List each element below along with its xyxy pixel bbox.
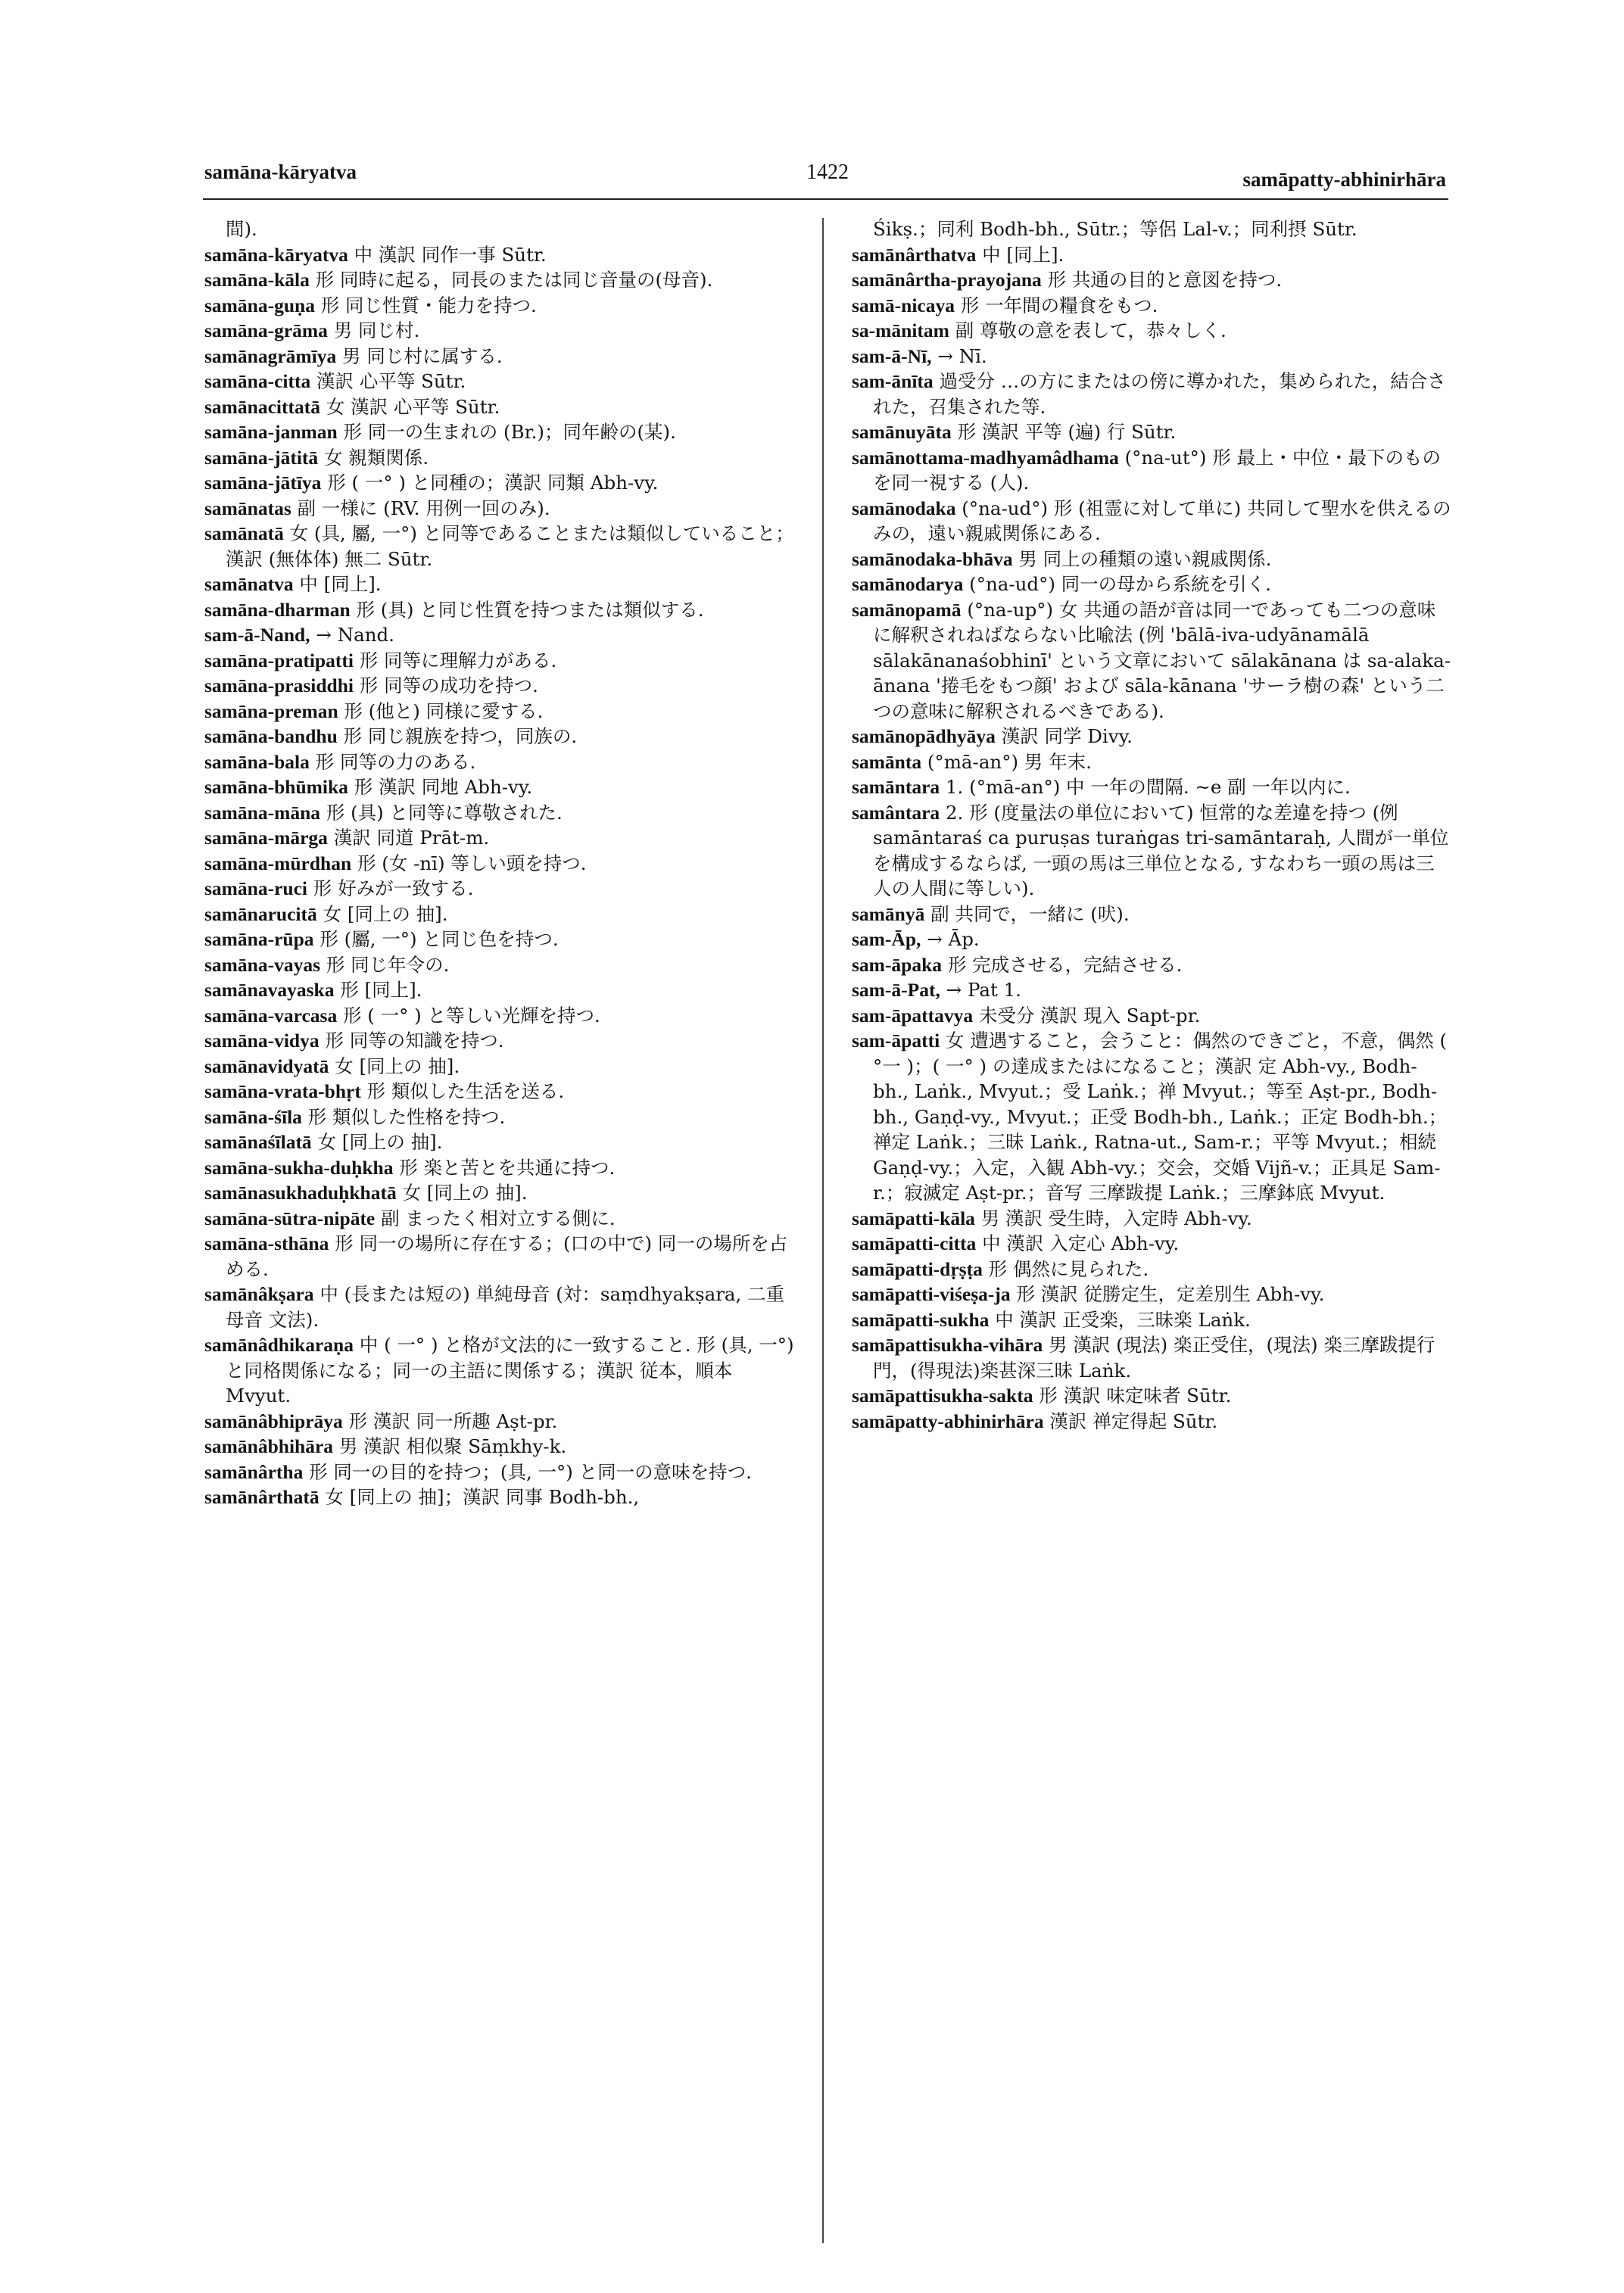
entry-headword: samānâbhiprāya: [204, 1410, 343, 1432]
entry-headword: samānaśīlatā: [204, 1131, 312, 1153]
entry-headword: samāna-śīla: [204, 1105, 302, 1128]
entry-headword: samānodaka: [852, 497, 956, 519]
entry-headword: sam-ānīta: [852, 370, 934, 392]
entry-headword: samānatas: [204, 497, 291, 519]
dictionary-entry: [852, 952, 1451, 978]
entry-definition: 中 [同上].: [982, 243, 1064, 266]
dictionary-entry: [204, 1079, 803, 1104]
dictionary-entry: [204, 825, 803, 851]
dictionary-entry: [852, 1257, 1451, 1282]
dictionary-entry: [204, 902, 803, 927]
entry-definition: 中 ( 一° ) と格が文法的に一致すること. 形 (具, 一°) と同格関係になる；同一の主語に関係する；漢訳 従本，順本 Mvyut.: [226, 1334, 794, 1407]
entry-definition: 中 漢訳 入定心 Abh-vy.: [982, 1232, 1180, 1254]
entry-headword: samānodarya: [852, 573, 964, 595]
dictionary-entry: [852, 1383, 1451, 1409]
entry-headword: sam-āpattavya: [852, 1004, 974, 1027]
entry-definition: 形 (女 -nī) 等しい頭を持つ.: [357, 852, 587, 874]
dictionary-entry: [852, 547, 1451, 572]
entry-definition: 形 楽と苦とを共通に持つ.: [399, 1156, 616, 1179]
entry-definition: → Āp.: [927, 928, 980, 950]
entry-definition: 女 [同上の 抽].: [323, 902, 448, 925]
entry-headword: samānavidyatā: [204, 1055, 329, 1077]
dictionary-entry: [204, 572, 803, 597]
dictionary-entry: [204, 1180, 803, 1206]
entry-definition: 形 同じ親族を持つ，同族の.: [343, 725, 578, 747]
dictionary-entry: [204, 977, 803, 1003]
dictionary-entry: [204, 1460, 803, 1485]
entry-definition: 副 一様に (RV. 用例一回のみ).: [297, 497, 550, 519]
entry-definition: 形 同一の場所に存在する；(口の中で) 同一の場所を占める.: [226, 1232, 788, 1280]
entry-headword: samāna-jātitā: [204, 446, 319, 469]
entry-headword: samāna-ruci: [204, 877, 307, 899]
entry-definition: 中 (長または短の) 単純母音 (対：saṃdhyakṣara, 二重母音 文法).: [226, 1283, 785, 1331]
entry-headword: samāna-kāla: [204, 269, 310, 291]
entry-definition: (°mā-an°) 男 年末.: [927, 750, 1092, 773]
dictionary-entry: [204, 1054, 803, 1080]
entry-definition: → Nī.: [937, 344, 987, 367]
dictionary-entry: [204, 622, 803, 648]
entry-headword: samāpatti-viśeṣa-ja: [852, 1283, 1011, 1305]
dictionary-entry: [852, 445, 1451, 496]
entry-headword: samāpatty-abhinirhāra: [852, 1410, 1044, 1432]
entry-definition: 形 同等の知識を持つ.: [325, 1030, 504, 1051]
entry-definition: (°na-ud°) 同一の母から系統を引く.: [969, 573, 1271, 595]
dictionary-entry: [852, 1332, 1451, 1383]
entry-definition: 副 共同で，一緒に (吠).: [930, 902, 1130, 925]
entry-definition: 過受分 …の方にまたはの傍に導かれた，集められた，結合された，召集された等.: [873, 370, 1446, 418]
entry-headword: samāpattisukha-vihāra: [852, 1334, 1043, 1356]
dictionary-entry: [204, 597, 803, 623]
entry-definition: 漢訳 禅定得起 Sūtr.: [1049, 1410, 1218, 1432]
entry-headword: samāntara: [852, 776, 940, 798]
entry-headword: samānârtha: [204, 1460, 304, 1483]
dictionary-entry: [204, 394, 803, 420]
entry-headword: samāna-vrata-bhṛt: [204, 1080, 361, 1102]
dictionary-entry: [852, 1409, 1451, 1435]
entry-definition: 漢訳 心平等 Sūtr.: [316, 370, 466, 392]
dictionary-entry: [852, 800, 1451, 902]
entry-definition: 形 (屬, 一°) と同じ色を持つ.: [320, 928, 559, 950]
dictionary-entry: [852, 774, 1451, 800]
entry-headword: samānuyāta: [852, 421, 952, 443]
entry-headword: samānacittatā: [204, 395, 320, 418]
entry-definition: 形 漢訳 同一所趣 Aṣt-pr.: [348, 1410, 558, 1432]
dictionary-entry: [852, 1231, 1451, 1257]
dictionary-entry: [852, 927, 1451, 952]
dictionary-entry: [852, 419, 1451, 445]
dictionary-entry: [204, 1003, 803, 1029]
entry-headword: samāna-jātīya: [204, 472, 322, 494]
dictionary-entry: [204, 344, 803, 369]
entry-definition: 男 同上の種類の遠い親戚関係.: [1018, 547, 1272, 570]
entry-definition: 形 同等の成功を持つ.: [359, 675, 538, 696]
entry-headword: samāna-sthāna: [204, 1232, 329, 1254]
entry-definition: 形 同じ性質・能力を持つ.: [320, 294, 537, 316]
dictionary-entry: [204, 952, 803, 978]
entry-headword: samāna-mūrdhan: [204, 852, 352, 874]
dictionary-entry: [852, 1307, 1451, 1333]
entry-definition: 形 一年間の糧食をもつ.: [960, 294, 1158, 316]
entry-headword: samāna-pratipatti: [204, 649, 354, 671]
entry-headword: samānâkṣara: [204, 1283, 314, 1305]
entry-definition: → Nand.: [316, 624, 394, 646]
dictionary-entry: [852, 293, 1451, 319]
dictionary-entry: [204, 217, 803, 242]
entry-headword: samântara: [852, 801, 940, 824]
dictionary-entry: [852, 902, 1451, 927]
entry-headword: samāna-kāryatva: [204, 243, 348, 266]
dictionary-entry: [852, 1206, 1451, 1232]
entry-definition: 形 漢訳 平等 (遍) 行 Sūtr.: [957, 421, 1177, 443]
entry-headword: samānyā: [852, 902, 925, 925]
entry-definition: 男 漢訳 相似聚 Sāṃkhy-k.: [338, 1435, 567, 1457]
entry-definition: 形 (具) と同等に尊敬された.: [326, 801, 563, 824]
entry-headword: samānottama-madhyamâdhama: [852, 446, 1119, 469]
dictionary-entry: [204, 876, 803, 902]
entry-definition: 女 [同上の 抽].: [317, 1131, 443, 1153]
entry-definition: 女 (具, 屬, 一°) と同等であることまたは類似していること；漢訳 (無体体) 無二 Sūtr.: [226, 522, 794, 570]
entry-headword: samānatā: [204, 522, 284, 544]
entry-definition: 形 共通の目的と意図を持つ.: [1047, 269, 1283, 291]
entry-definition: 形 完成させる，完結させる.: [947, 953, 1183, 976]
dictionary-entry: [204, 318, 803, 344]
entry-headword: samāna-prasiddhi: [204, 675, 354, 696]
dictionary-entry: [852, 267, 1451, 293]
entry-headword: samānasukhaduḥkhatā: [204, 1182, 397, 1204]
dictionary-entry: [204, 293, 803, 319]
entry-definition: 形 [同上].: [340, 979, 422, 1001]
entry-headword: samāpatti-sukha: [852, 1308, 990, 1331]
entry-definition: 男 同じ村.: [333, 319, 420, 341]
entry-headword: samāna-vidya: [204, 1030, 320, 1051]
dictionary-entry: [204, 774, 803, 800]
entry-definition: Śikṣ.；同利 Bodh-bh., Sūtr.；等侶 Lal-v.；同利摂 Sūtr.: [873, 218, 1357, 240]
entry-headword: sam-ā-Pat,: [852, 979, 940, 1001]
entry-definition: 男 漢訳 受生時，入定時 Abh-vy.: [980, 1207, 1252, 1229]
entry-headword: sam-ā-Nand,: [204, 624, 310, 646]
entry-definition: (°na-ud°) 形 (祖霊に対して単に) 共同して聖水を供えるのみの，遠い親戚関係にある.: [873, 497, 1451, 544]
entry-headword: samāna-preman: [204, 699, 338, 722]
entry-definition: 形 好みが一致する.: [313, 877, 474, 899]
dictionary-entry: [204, 1332, 803, 1409]
entry-definition: 形 漢訳 同地 Abh-vy.: [354, 776, 533, 798]
page-number: 1422: [806, 160, 849, 184]
dictionary-entry: [204, 445, 803, 471]
entry-headword: samāna-varcasa: [204, 1004, 338, 1027]
entry-headword: samāna-bandhu: [204, 725, 338, 747]
entry-definition: (°na-ut°) 形 最上・中位・最下のものを同一視する (人).: [873, 446, 1442, 494]
entry-definition: 男 漢訳 (現法) 楽正受住，(現法) 楽三摩跋提行門，(得現法)楽甚深三昧 Laṅk.: [873, 1334, 1435, 1382]
entry-headword: samāna-grāma: [204, 319, 328, 341]
entry-headword: samāna-janman: [204, 421, 338, 443]
entry-headword: sam-ā-Nī,: [852, 344, 932, 367]
dictionary-entry: [204, 1282, 803, 1332]
dictionary-entry: [204, 851, 803, 877]
entry-headword: samānopādhyāya: [852, 725, 996, 747]
dictionary-entry: [852, 597, 1451, 724]
entry-headword: samāna-vayas: [204, 953, 321, 976]
dictionary-entry: [204, 699, 803, 724]
entry-definition: 間).: [226, 218, 257, 240]
dictionary-entry: [204, 648, 803, 674]
entry-headword: samāpattisukha-sakta: [852, 1385, 1033, 1407]
dictionary-entry: [204, 496, 803, 522]
entry-definition: 形 (他と) 同様に愛する.: [344, 699, 544, 722]
entry-definition: 形 同等に理解力がある.: [359, 649, 557, 671]
dictionary-entry: [852, 1003, 1451, 1029]
entry-headword: samānta: [852, 750, 922, 773]
entry-headword: samānavayaska: [204, 979, 335, 1001]
entry-definition: 形 (具) と同じ性質を持つまたは類似する.: [356, 598, 704, 621]
dictionary-entry: [852, 242, 1451, 268]
entry-definition: 副 尊敬の意を表して，恭々しく.: [955, 319, 1227, 341]
entry-definition: 形 漢訳 従勝定生，定差別生 Abh-vy.: [1016, 1283, 1325, 1305]
entry-definition: 形 同時に起る，同長のまたは同じ音量の(母音).: [315, 269, 713, 291]
dictionary-entry: [852, 724, 1451, 749]
dictionary-entry: [204, 1485, 803, 1510]
dictionary-entry: [204, 1028, 803, 1054]
dictionary-entry: [852, 749, 1451, 775]
entry-definition: 形 漢訳 味定味者 Sūtr.: [1039, 1385, 1232, 1407]
dictionary-entry: [852, 344, 1451, 369]
dictionary-entry: [204, 1434, 803, 1460]
dictionary-entry: [852, 217, 1451, 242]
dictionary-entry: [204, 267, 803, 293]
entry-definition: 形 同一の目的を持つ；(具, 一°) と同一の意味を持つ.: [309, 1460, 752, 1483]
entry-definition: 形 同一の生まれの (Br.)；同年齢の(某).: [343, 421, 676, 443]
entry-headword: sam-āpatti: [852, 1030, 940, 1051]
entry-definition: 形 偶然に見られた.: [988, 1257, 1149, 1280]
entry-definition: 女 [同上の 抽]；漢訳 同事 Bodh-bh.,: [325, 1486, 640, 1508]
running-head: [204, 160, 1446, 198]
entry-headword: samāna-mārga: [204, 827, 328, 849]
entry-definition: 形 類似した性格を持つ.: [307, 1105, 506, 1128]
dictionary-entry: [204, 1155, 803, 1181]
entry-definition: 形 ( 一° ) と等しい光輝を持つ.: [343, 1004, 600, 1027]
entry-headword: samāpatti-kāla: [852, 1207, 975, 1229]
dictionary-entry: [204, 242, 803, 268]
entry-headword: samāna-māna: [204, 801, 321, 824]
dictionary-entry: [204, 1409, 803, 1435]
entry-headword: sam-āpaka: [852, 953, 943, 976]
dictionary-entry: [852, 369, 1451, 419]
entry-definition: 形 同等の力のある.: [315, 750, 476, 773]
entry-definition: 中 漢訳 同作一事 Sūtr.: [354, 243, 547, 266]
entry-headword: samāpatti-citta: [852, 1232, 977, 1254]
dictionary-entry: [204, 419, 803, 445]
dictionary-entry: [852, 572, 1451, 597]
entry-headword: samāna-bhūmika: [204, 776, 348, 798]
entry-definition: 女 漢訳 心平等 Sūtr.: [326, 395, 500, 418]
entry-definition: 女 [同上の 抽].: [402, 1182, 528, 1204]
entry-definition: → Pat 1.: [946, 979, 1021, 1001]
dictionary-entry: [204, 673, 803, 699]
right-column: [852, 217, 1451, 1434]
entry-definition: (°na-up°) 女 共通の語が音は同一であっても二つの意味に解釈されねばならない比喩法 (例 'bālā-iva-udyānamālā sālakānanaśobhinī' という文章において sālakānana は sa-alaka-ānana '捲毛をもつ顔' および sāla-kānana 'サーラ樹の森' という二つの意味に解釈されるべきである).: [873, 598, 1451, 722]
entry-definition: 2. 形 (度量法の単位において) 恒常的な差違を持つ (例 samāntaraś ca puruṣas turaṅgas tri-samāntaraḥ, 人間が一単位を構成するならば, 一頭の馬は三単位となる, すなわち一頭の馬は三人の人間に等しい).: [873, 801, 1449, 899]
dictionary-entry: [204, 521, 803, 572]
entry-definition: 未受分 漢訳 現入 Sapt-pr.: [978, 1004, 1201, 1027]
entry-headword: samānâdhikaraṇa: [204, 1334, 354, 1356]
entry-headword: samānatva: [204, 573, 294, 595]
dictionary-entry: [852, 1028, 1451, 1206]
dictionary-entry: [204, 724, 803, 749]
entry-headword: samānârthatva: [852, 243, 977, 266]
dictionary-entry: [204, 800, 803, 826]
entry-definition: 1. (°mā-an°) 中 一年の間隔. ~e 副 一年以内に.: [945, 776, 1351, 798]
entry-headword: samānârthatā: [204, 1486, 320, 1508]
entry-definition: 女 遭遇すること，会うこと：偶然のできごと，不意，偶然 ( °一 )；( 一° ) の達成またはになること；漢訳 定 Abh-vy., Bodh-bh., Laṅk., Mvyut.；受 Laṅk.；禅 Mvyut.；等至 Aṣt-pr., Bodh-bh., Gaṇḍ-vy., Mvyut.；正受 Bodh-bh., Laṅk.；正定 Bodh-bh.；禅定 Laṅk.；三昧 Laṅk., Ratna-ut., Sam-r.；平等 Mvyut.；相続 Gaṇḍ-vy.；入定，入観 Abh-vy.；交会，交婚 Vijñ-v.；正具足 Sam-r.；寂滅定 Aṣt-pr.；音写 三摩跋提 Laṅk.；三摩鉢底 Mvyut.: [873, 1030, 1448, 1204]
dictionary-entry: [204, 369, 803, 394]
entry-headword: samānopamā: [852, 598, 962, 621]
entry-headword: samānârtha-prayojana: [852, 269, 1042, 291]
entry-definition: 形 類似した生活を送る.: [366, 1080, 565, 1102]
entry-headword: samā-nicaya: [852, 294, 955, 316]
entry-definition: 副 まったく相対立する側に.: [381, 1207, 616, 1229]
dictionary-entry: [204, 1231, 803, 1282]
entry-headword: samānarucitā: [204, 902, 317, 925]
left-column: [204, 217, 803, 1510]
entry-definition: 形 同じ年令の.: [326, 953, 450, 976]
entry-headword: samāna-citta: [204, 370, 311, 392]
entry-headword: samānagrāmīya: [204, 344, 337, 367]
entry-headword: samānodaka-bhāva: [852, 547, 1013, 570]
entry-headword: samāna-sukha-duḥkha: [204, 1156, 394, 1179]
entry-definition: 中 [同上].: [299, 573, 382, 595]
running-head-right: samāpatty-abhinirhāra: [1242, 168, 1446, 191]
header-rule: [203, 198, 1448, 200]
dictionary-entry: [204, 1206, 803, 1232]
entry-headword: samāna-bala: [204, 750, 310, 773]
entry-headword: samāna-guṇa: [204, 294, 315, 316]
running-head-left: samāna-kāryatva: [204, 160, 357, 183]
dictionary-entry: [852, 977, 1451, 1003]
entry-definition: 中 漢訳 正受楽，三昧楽 Laṅk.: [995, 1308, 1251, 1331]
entry-headword: sa-mānitam: [852, 319, 949, 341]
entry-definition: 漢訳 同道 Prāt-m.: [333, 827, 490, 849]
entry-definition: 女 [同上の 抽].: [335, 1055, 460, 1077]
dictionary-entry: [204, 1129, 803, 1155]
column-divider: [822, 218, 824, 2243]
entry-headword: sam-Āp,: [852, 928, 921, 950]
entry-headword: samāna-dharman: [204, 598, 351, 621]
dictionary-entry: [204, 749, 803, 775]
entry-definition: 男 同じ村に属する.: [342, 344, 503, 367]
dictionary-entry: [852, 1282, 1451, 1307]
entry-headword: samāpatti-dṛṣṭa: [852, 1257, 983, 1280]
dictionary-entry: [204, 470, 803, 496]
dictionary-entry: [852, 318, 1451, 344]
entry-headword: samānâbhihāra: [204, 1435, 334, 1457]
dictionary-entry: [204, 927, 803, 952]
entry-definition: 漢訳 同学 Divy.: [1001, 725, 1133, 747]
entry-definition: 形 ( 一° ) と同種の；漢訳 同類 Abh-vy.: [327, 472, 659, 494]
dictionary-entry: [852, 496, 1451, 547]
entry-headword: samāna-rūpa: [204, 928, 314, 950]
entry-definition: 女 親類関係.: [323, 446, 429, 469]
entry-headword: samāna-sūtra-nipāte: [204, 1207, 376, 1229]
dictionary-entry: [204, 1104, 803, 1130]
